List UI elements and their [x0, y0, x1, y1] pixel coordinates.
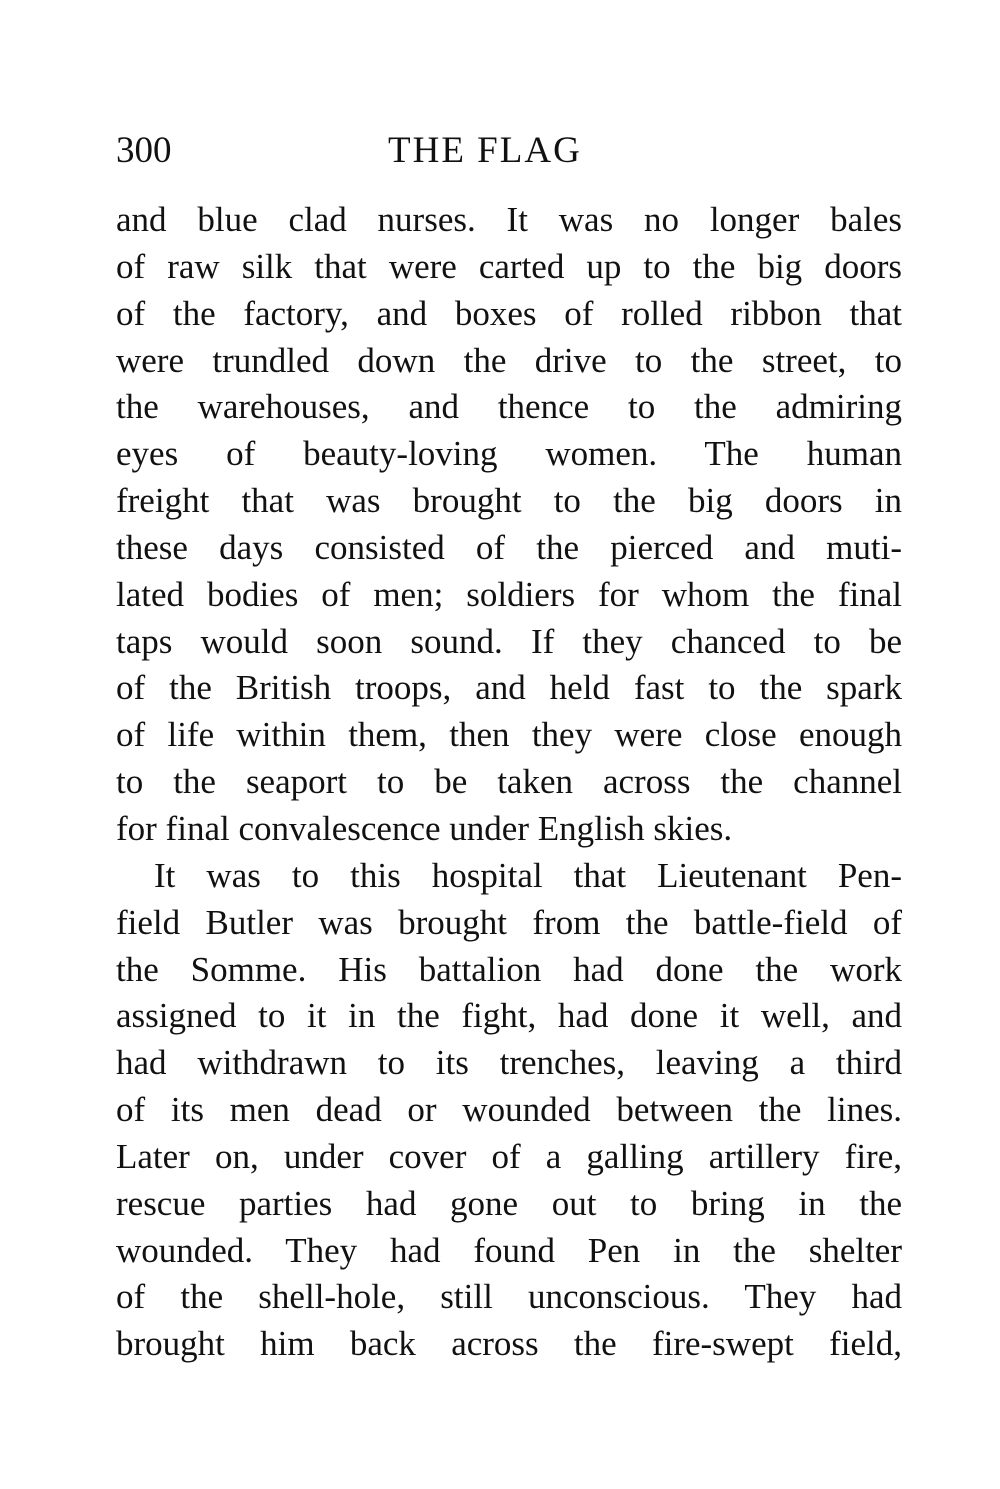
- text-line: It was to this hospital that Lieutenant Pen-: [154, 855, 902, 895]
- text-line: the Somme. His battalion had done the work: [116, 949, 902, 989]
- text-line: these days consisted of the pierced and muti-: [116, 527, 902, 567]
- text-line: of its men dead or wounded between the lines.: [116, 1090, 902, 1130]
- text-line: rescue parties had gone out to bring in the: [116, 1183, 902, 1223]
- body-text: [116, 197, 902, 1368]
- text-line: of life within them, then they were close enough: [116, 715, 902, 755]
- text-line: of the British troops, and held fast to the spark: [116, 668, 902, 708]
- text-line: for final convalescence under English skies.: [116, 808, 733, 848]
- text-line: wounded. They had found Pen in the shelter: [116, 1230, 902, 1270]
- text-line: field Butler was brought from the battle-field of: [116, 902, 902, 942]
- running-head: [116, 126, 902, 176]
- page-number: 300: [116, 130, 172, 171]
- running-title: THE FLAG: [388, 130, 582, 171]
- text-line: of raw silk that were carted up to the big doors: [116, 246, 902, 286]
- text-line: Later on, under cover of a galling artillery fire,: [116, 1136, 902, 1176]
- text-line: had withdrawn to its trenches, leaving a third: [116, 1043, 902, 1083]
- text-line: were trundled down the drive to the street, to: [116, 340, 902, 380]
- text-line: lated bodies of men; soldiers for whom the final: [116, 574, 902, 614]
- text-line: eyes of beauty-loving women. The human: [116, 434, 902, 474]
- text-line: to the seaport to be taken across the channel: [116, 762, 902, 802]
- text-line: brought him back across the fire-swept field,: [116, 1324, 902, 1364]
- text-line: of the factory, and boxes of rolled ribbon that: [116, 293, 902, 333]
- paragraph: [116, 197, 902, 853]
- text-line: and blue clad nurses. It was no longer bales: [116, 200, 902, 239]
- text-line: freight that was brought to the big doors in: [116, 481, 902, 521]
- text-line: the warehouses, and thence to the admiring: [116, 387, 902, 427]
- text-line: of the shell-hole, still unconscious. They had: [116, 1277, 902, 1317]
- text-line: taps would soon sound. If they chanced to be: [116, 621, 902, 661]
- paragraph: [116, 853, 902, 1368]
- text-line: assigned to it in the fight, had done it well, and: [116, 996, 902, 1036]
